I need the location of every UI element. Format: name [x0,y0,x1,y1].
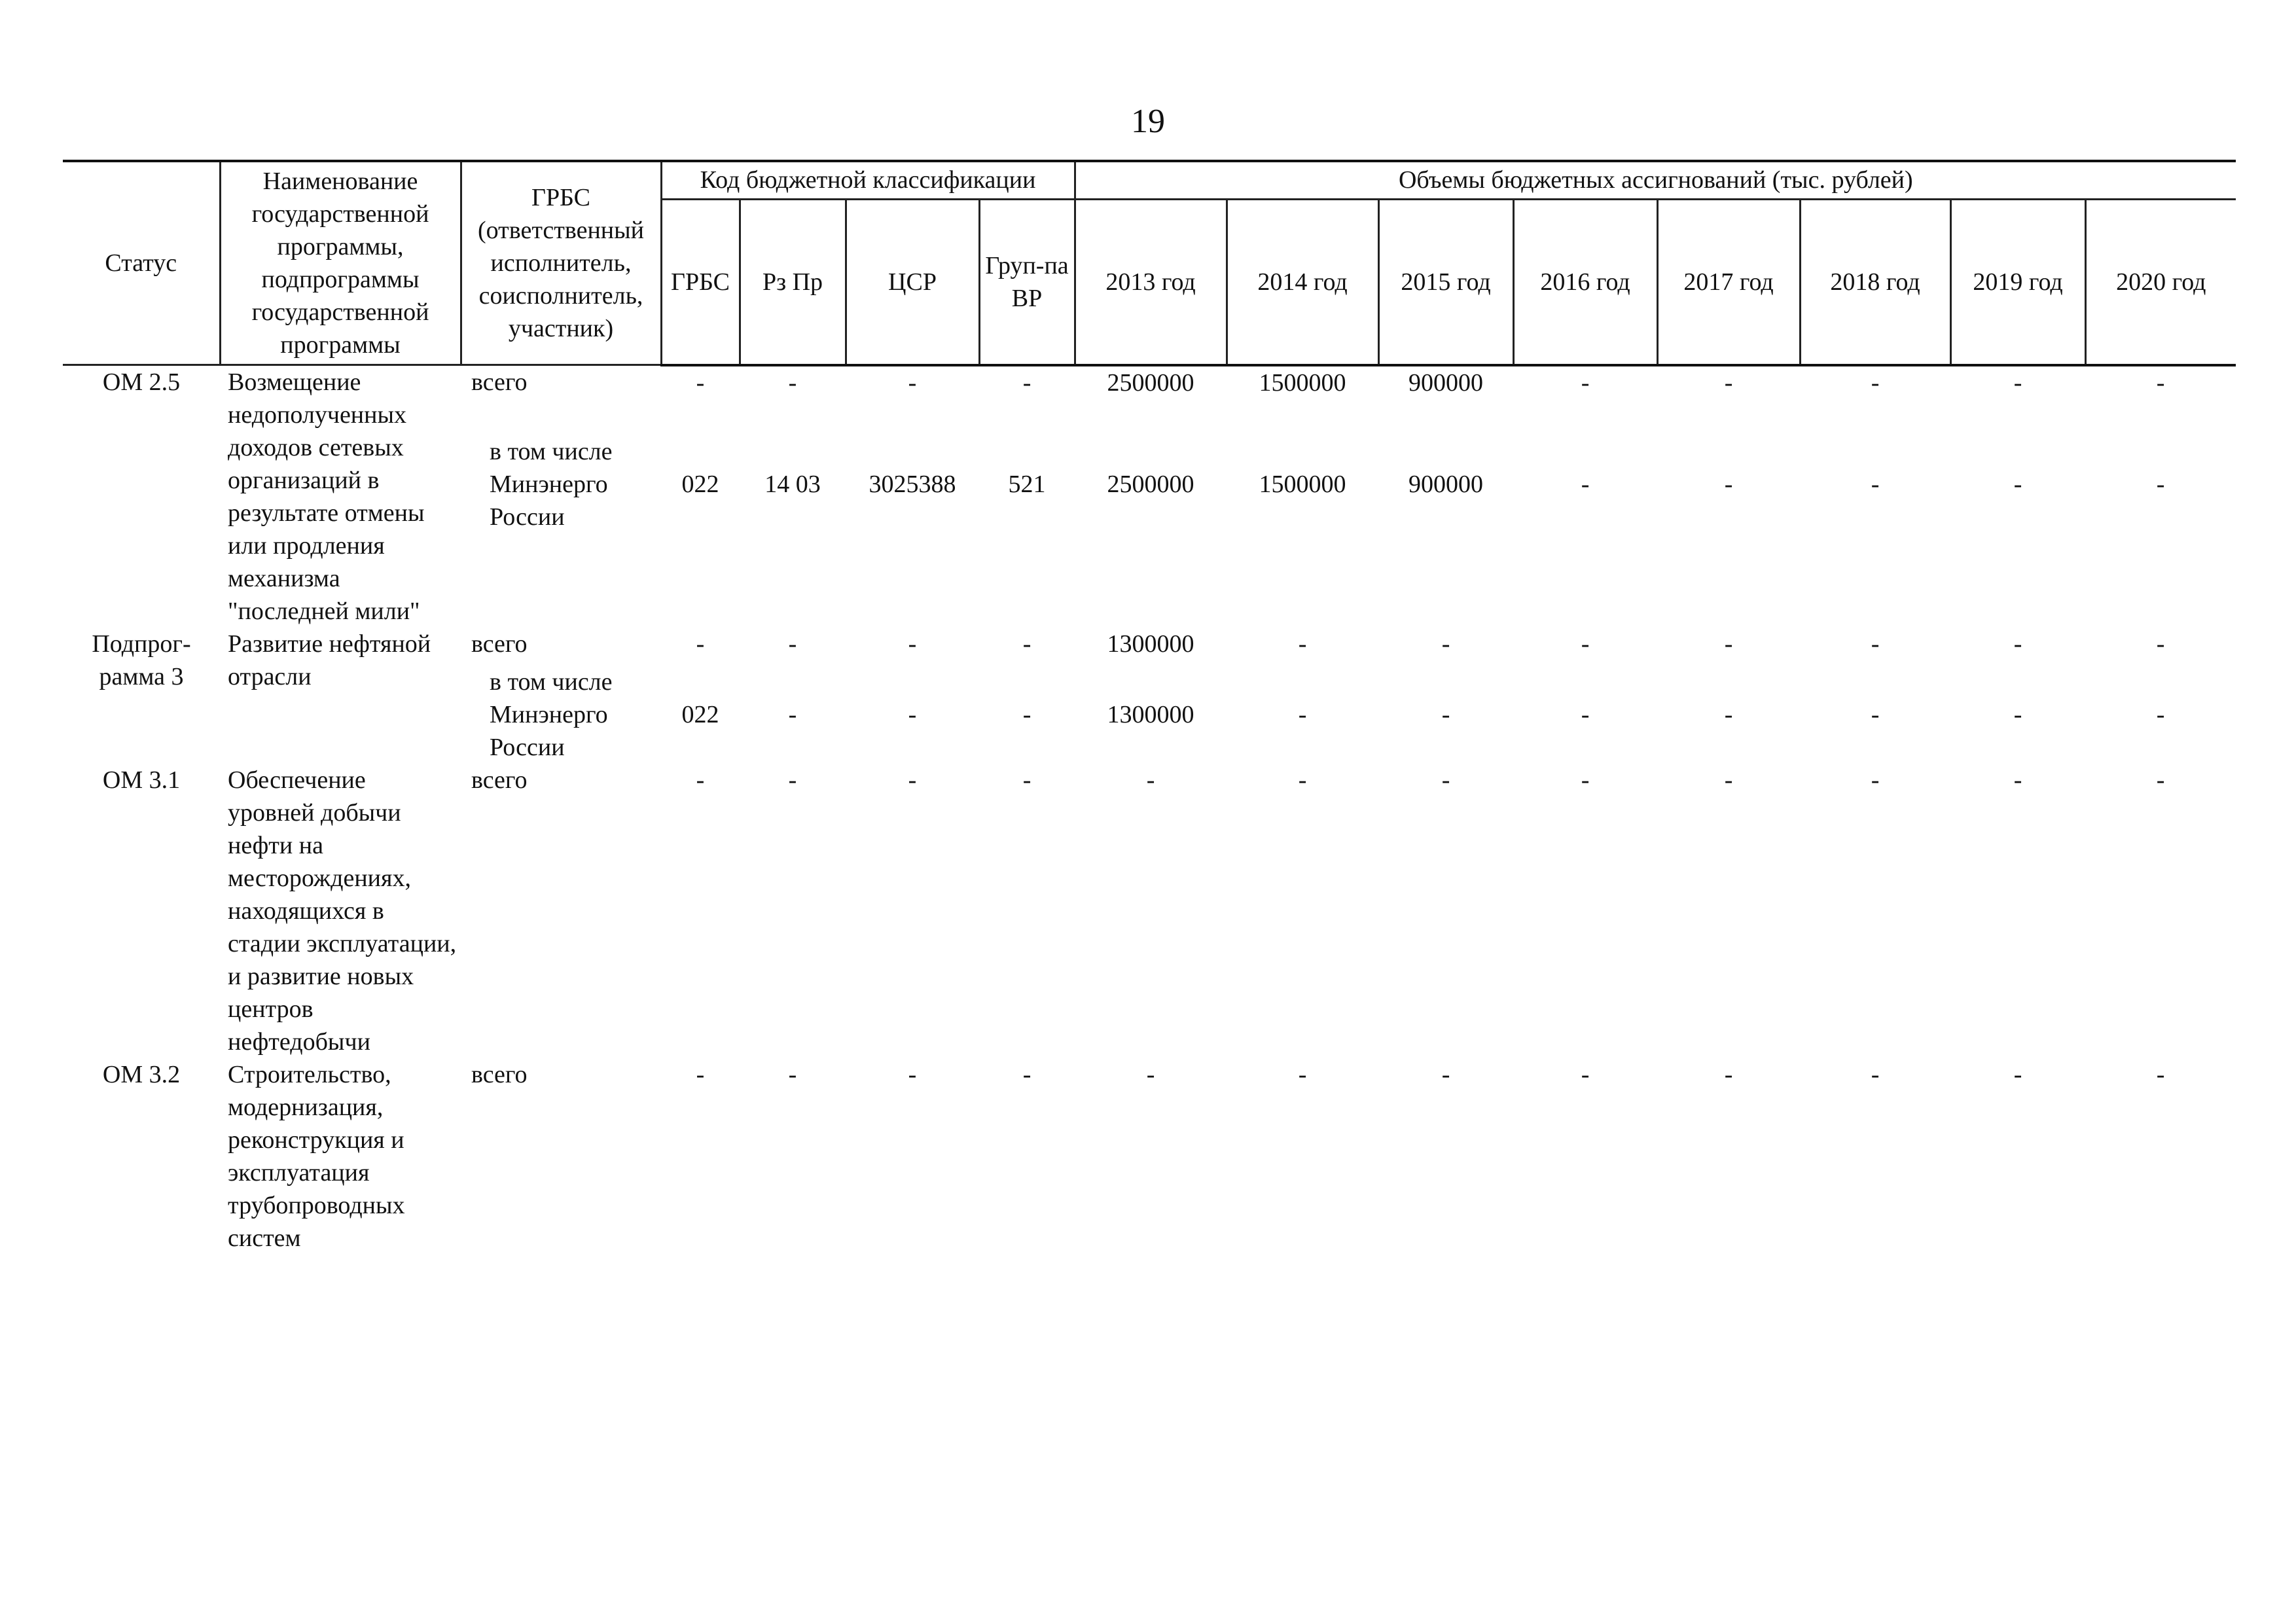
cell-code-grbs: - [696,368,705,397]
cell-year-2017: - [1724,1061,1733,1088]
cell-year-2017: - [1724,470,1733,498]
cell-code-vr-group: - [1022,701,1031,728]
cell-code-csr: - [908,630,917,658]
cell-year-2013: 1300000 [1107,701,1194,728]
cell-year-2018: - [1871,368,1880,397]
table-row [63,628,2236,660]
cell-year-2015: - [1441,701,1450,728]
cell-year-2013: - [1146,1061,1155,1088]
cell-code-csr: - [908,766,917,794]
cell-year-2018: - [1871,766,1880,794]
cell-code-grbs: - [696,766,705,794]
cell-year-2018: - [1871,470,1880,498]
cell-year-2014: - [1298,630,1307,658]
row-status: Подпрог-рамма 3 [92,630,191,690]
header-code-csr: ЦСР [846,199,979,365]
cell-year-2020: - [2156,1061,2165,1088]
cell-year-2018: - [1871,1061,1880,1088]
cell-year-2018: - [1871,701,1880,728]
cell-year-2015: - [1441,630,1450,658]
row-status: ОМ 2.5 [102,368,181,396]
cell-code-grbs: 022 [681,701,719,728]
row-program-name: Строительство, модернизация, реконструкция и эксплуатация трубопроводных систем [228,1061,405,1252]
header-year-2014: 2014 год [1227,199,1378,365]
table-row [63,764,2236,1058]
header-year-2020: 2020 год [2085,199,2236,365]
cell-year-2020: - [2156,630,2165,658]
header-year-2019: 2019 год [1950,199,2085,365]
row-program-name: Обеспечение уровней добычи нефти на месторождениях, находящихся в стадии эксплуатации, и развитие новых центров нефтедобычи [228,766,457,1056]
cell-year-2013: 2500000 [1107,368,1194,397]
cell-code-vr-group: 521 [1008,470,1046,498]
cell-year-2016: - [1581,1061,1590,1088]
cell-year-2019: - [2013,368,2022,397]
cell-year-2014: - [1298,701,1307,728]
page-number: 19 [1131,103,1165,140]
cell-code-vr-group: - [1022,368,1031,397]
cell-year-2020: - [2156,368,2165,397]
row-grbs-label: всего [471,630,528,658]
cell-code-csr: - [908,1061,917,1088]
cell-year-2019: - [2013,630,2022,658]
cell-year-2019: - [2013,470,2022,498]
row-status: ОМ 3.1 [102,766,181,794]
cell-year-2013: 2500000 [1107,470,1194,498]
cell-year-2015: 900000 [1408,470,1484,498]
row-program-name: Развитие нефтяной отрасли [228,630,431,690]
cell-year-2013: - [1146,766,1155,794]
table-row [63,1058,2236,1255]
cell-code-rz-pr: - [788,368,797,397]
cell-year-2016: - [1581,470,1590,498]
cell-code-rz-pr: - [788,701,797,728]
cell-year-2019: - [2013,701,2022,728]
cell-code-csr: 3025388 [869,470,956,498]
header-year-2013: 2013 год [1075,199,1227,365]
cell-year-2014: 1500000 [1259,368,1346,397]
cell-code-vr-group: - [1022,630,1031,658]
header-program-name: Наименование государственной программы, подпрограммы государственной программы [220,161,461,365]
row-grbs-label: в том числе Минэнерго России [490,668,613,761]
cell-code-grbs: 022 [681,470,719,498]
cell-year-2016: - [1581,766,1590,794]
cell-code-csr: - [908,701,917,728]
header-year-2017: 2017 год [1657,199,1800,365]
header-year-2016: 2016 год [1513,199,1657,365]
cell-code-grbs: - [696,630,705,658]
row-grbs-label: всего [471,1061,528,1088]
cell-year-2017: - [1724,368,1733,397]
cell-year-2019: - [2013,766,2022,794]
header-year-2015: 2015 год [1378,199,1513,365]
header-row-top [63,161,2236,199]
cell-year-2014: - [1298,766,1307,794]
cell-code-vr-group: - [1022,1061,1031,1088]
cell-year-2013: 1300000 [1107,630,1194,658]
cell-year-2015: - [1441,1061,1450,1088]
cell-year-2020: - [2156,470,2165,498]
cell-year-2020: - [2156,766,2165,794]
cell-year-2014: 1500000 [1259,470,1346,498]
cell-year-2016: - [1581,630,1590,658]
cell-code-rz-pr: - [788,630,797,658]
cell-year-2015: - [1441,766,1450,794]
cell-code-grbs: - [696,1061,705,1088]
row-status: ОМ 3.2 [102,1061,181,1088]
cell-code-rz-pr: - [788,766,797,794]
cell-code-rz-pr: 14 03 [764,470,821,498]
header-code-vr-group: Груп-па ВР [979,199,1075,365]
cell-year-2020: - [2156,701,2165,728]
cell-year-2016: - [1581,701,1590,728]
table-header [63,161,2236,365]
cell-year-2016: - [1581,368,1590,397]
cell-year-2017: - [1724,766,1733,794]
cell-year-2015: 900000 [1408,368,1484,397]
row-grbs-label: в том числе Минэнерго России [490,437,613,531]
cell-year-2017: - [1724,701,1733,728]
header-year-2018: 2018 год [1800,199,1950,365]
cell-year-2017: - [1724,630,1733,658]
row-grbs-label: всего [471,368,528,396]
cell-year-2018: - [1871,630,1880,658]
table-row [63,365,2236,430]
header-budget-code-group: Код бюджетной классификации [661,161,1075,199]
row-program-name: Возмещение недополученных доходов сетевых организаций в результате отмены или продления механизма "последней мили" [228,368,425,625]
cell-year-2019: - [2013,1061,2022,1088]
header-code-rz-pr: Рз Пр [740,199,846,365]
header-budget-volume-group: Объемы бюджетных ассигнований (тыс. рублей) [1075,161,2236,199]
cell-code-csr: - [908,368,917,397]
cell-code-rz-pr: - [788,1061,797,1088]
header-code-grbs: ГРБС [661,199,740,365]
header-status: Статус [63,161,220,365]
cell-code-vr-group: - [1022,766,1031,794]
cell-year-2014: - [1298,1061,1307,1088]
row-grbs-label: всего [471,766,528,794]
table-body [63,365,2236,1255]
header-grbs-responsible: ГРБС (ответственный исполнитель, соисполнитель, участник) [461,161,661,365]
budget-allocation-table [63,160,2236,1255]
budget-table-container [63,160,2236,1255]
